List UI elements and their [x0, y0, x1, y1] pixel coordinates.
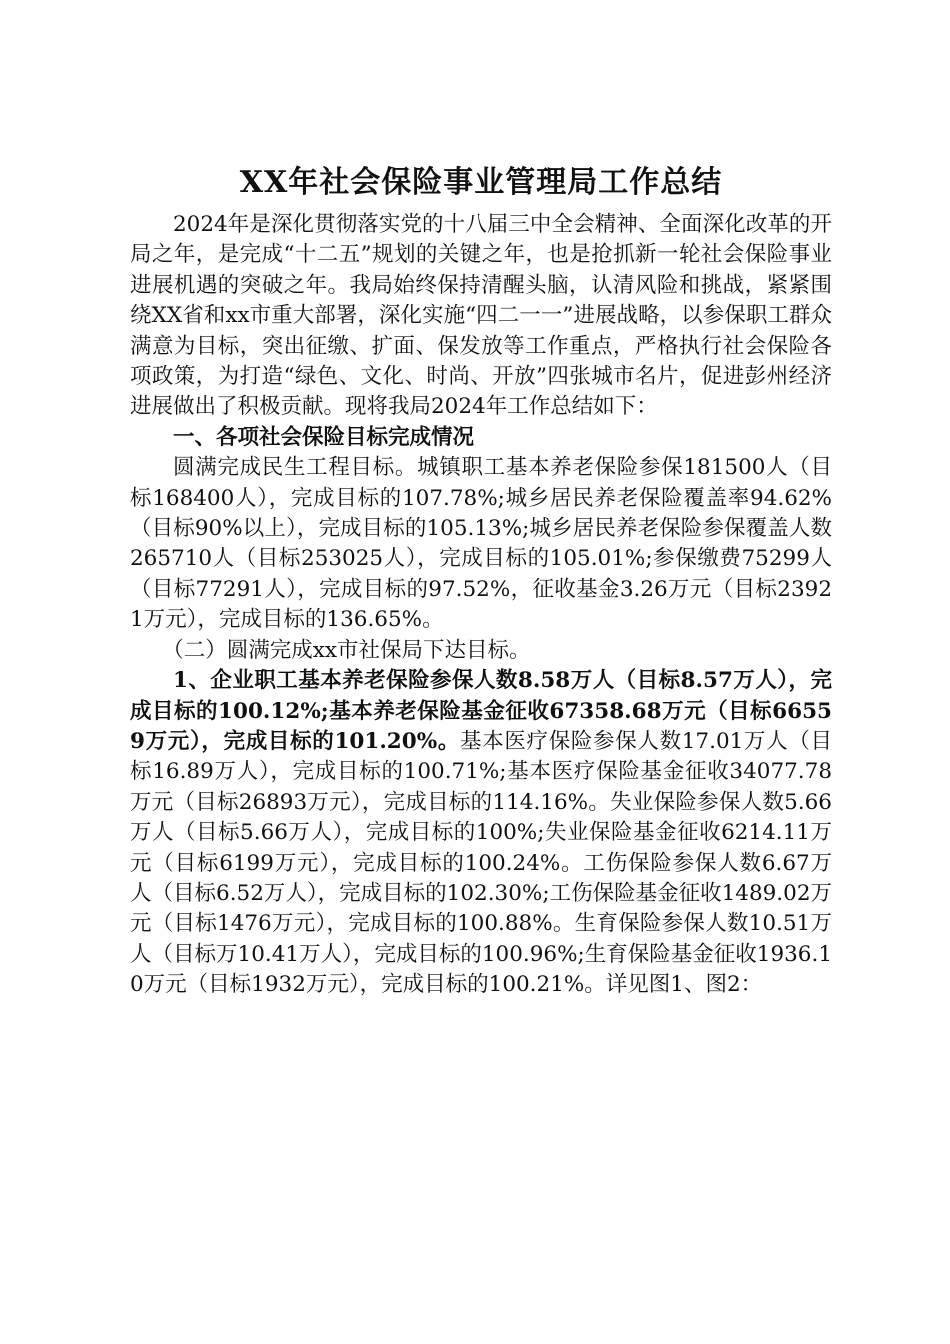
- section-2-lead-text: 1、企业职工基本养老保险参保人数8.58万人（目标8.57万人），完成目标的100.12%;基本养老保险基金征收67358.68万元（目标66559万元），完成目标的101.20%。: [130, 668, 832, 754]
- document-page: [130, 160, 832, 1001]
- section-2-heading: （二）圆满完成xx市社保局下达目标。: [162, 637, 531, 663]
- section-2-paragraph: [130, 666, 832, 1000]
- intro-paragraph: 2024年是深化贯彻落实党的十八届三中全会精神、全面深化改革的开局之年，是完成“十二五”规划的关键之年，也是抢抓新一轮社会保险事业进展机遇的突破之年。我局始终保持清醒头脑，认清风险和挑战，紧紧围绕XX省和xx市重大部署，深化实施“四二一一”进展战略，以参保职工群众满意为目标，突出征缴、扩面、保发放等工作重点，严格执行社会保险各项政策，为打造“绿色、文化、时尚、开放”四张城市名片，促进彭州经济进展做出了积极贡献。现将我局2024年工作总结如下：: [130, 212, 832, 420]
- section-1-paragraph: 圆满完成民生工程目标。城镇职工基本养老保险参保181500人（目标168400人），完成目标的107.78%;城乡居民养老保险覆盖率94.62%（目标90%以上），完成目标的105.13%;城乡居民养老保险参保覆盖人数265710人（目标253025人），完成目标的105.01%;参保缴费75299人（目标77291人），完成目标的97.52%，征收基金3.26万元（目标23921万元），完成目标的136.65%。: [130, 455, 832, 633]
- document-title: XX年社会保险事业管理局工作总结: [239, 165, 723, 200]
- section-1-heading: 一、各项社会保险目标完成情况: [173, 424, 475, 450]
- section-2-body-text: 基本医疗保险参保人数17.01万人（目标16.89万人），完成目标的100.71%;基本医疗保险基金征收34077.78万元（目标26893万元），完成目标的114.16%。失业保险参保人数5.66万人（目标5.66万人），完成目标的100%;失业保险基金征收6214.11万元（目标6199万元），完成目标的100.24%。工伤保险参保人数6.67万人（目标6.52万人），完成目标的102.30%;工伤保险基金征收1489.02万元（目标1476万元），完成目标的100.88%。生育保险参保人数10.51万人（目标万10.41万人），完成目标的100.96%;生育保险基金征收1936.10万元（目标1932万元），完成目标的100.21%。详见图1、图2：: [130, 728, 832, 998]
